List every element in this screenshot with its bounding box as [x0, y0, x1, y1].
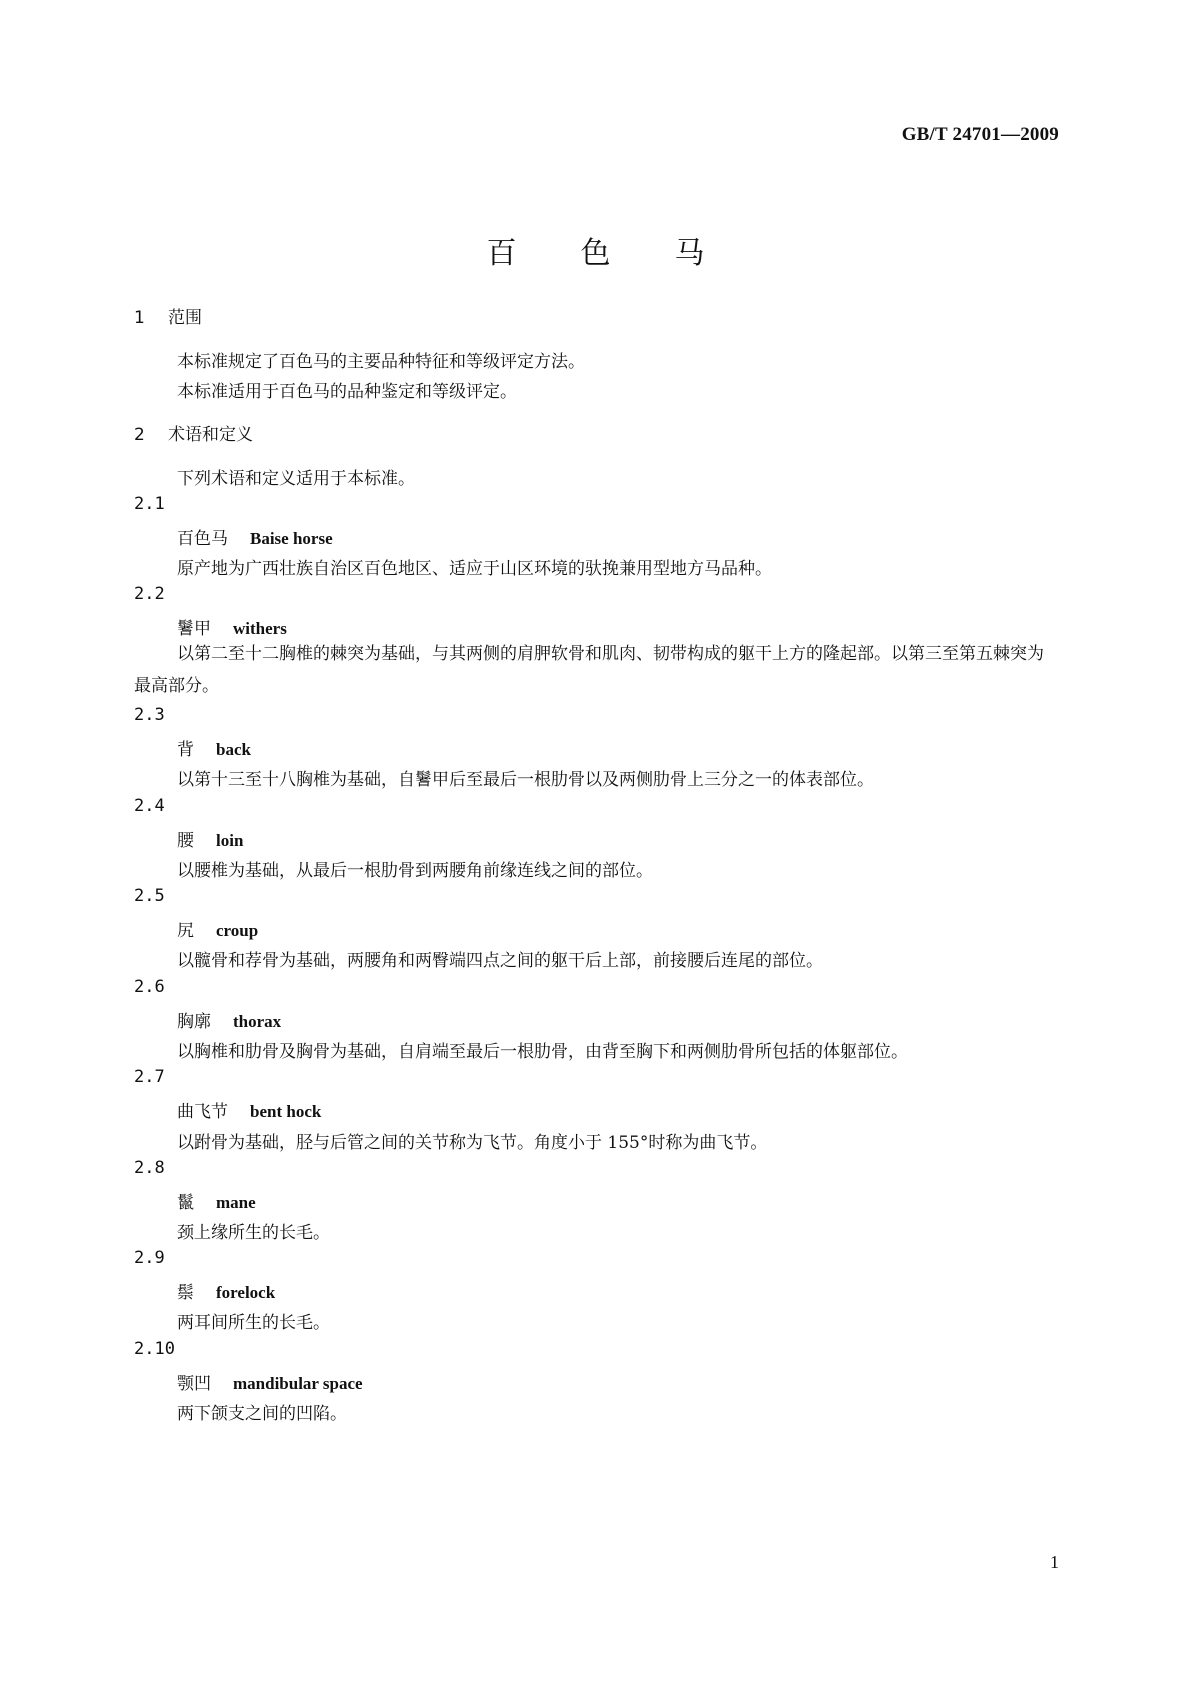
term-definition: 颈上缘所生的长毛。 — [177, 1223, 330, 1243]
clause-number: 2.10 — [134, 1339, 175, 1359]
clause-number: 2.8 — [134, 1158, 165, 1178]
clause-number: 2.4 — [134, 796, 165, 816]
term-zh: 尻 — [177, 921, 194, 941]
section-title: 范围 — [168, 308, 202, 328]
term-zh: 鬃 — [177, 1283, 194, 1303]
term-entry — [177, 614, 287, 639]
term-entry — [177, 1278, 275, 1303]
term-definition: 以胸椎和肋骨及胸骨为基础，自肩端至最后一根肋骨，由背至胸下和两侧肋骨所包括的体躯部位。 — [177, 1042, 908, 1062]
term-definition: 以第二至十二胸椎的棘突为基础，与其两侧的肩胛软骨和肌肉、韧带构成的躯干上方的隆起部。以第三至第五棘突为最高部分。 — [134, 644, 1044, 696]
term-en: loin — [216, 831, 244, 850]
term-zh: 曲飞节 — [177, 1102, 228, 1122]
term-en: withers — [233, 619, 287, 638]
term-entry — [177, 1188, 256, 1213]
standard-code: GB/T 24701—2009 — [901, 124, 1059, 145]
term-zh: 背 — [177, 740, 194, 760]
document-title: 百色马 — [486, 236, 769, 271]
term-en: Baise horse — [250, 529, 333, 548]
term-en: bent hock — [250, 1102, 322, 1121]
term-zh: 百色马 — [177, 529, 228, 549]
term-entry — [177, 916, 258, 941]
term-entry — [177, 1007, 281, 1032]
term-en: forelock — [216, 1283, 276, 1302]
clause-number: 2.9 — [134, 1248, 165, 1268]
term-zh: 胸廓 — [177, 1012, 211, 1032]
section-number: 1 — [134, 308, 145, 328]
clause-number: 2.1 — [134, 494, 165, 514]
clause-number: 2.3 — [134, 705, 165, 725]
term-entry — [177, 524, 333, 549]
term-zh: 鬐甲 — [177, 619, 211, 639]
term-entry — [177, 1369, 363, 1394]
section-1-heading — [134, 303, 202, 328]
section-2-heading — [134, 420, 253, 445]
term-en: croup — [216, 921, 259, 940]
term-en: mandibular space — [233, 1374, 363, 1393]
term-entry — [177, 826, 243, 851]
term-definition: 两下颌支之间的凹陷。 — [177, 1404, 347, 1424]
term-entry — [177, 735, 251, 760]
clause-number: 2.7 — [134, 1067, 165, 1087]
term-en: thorax — [233, 1012, 282, 1031]
clause-number: 2.6 — [134, 977, 165, 997]
term-definition: 原产地为广西壮族自治区百色地区、适应于山区环境的驮挽兼用型地方马品种。 — [177, 559, 772, 579]
section-number: 2 — [134, 425, 145, 445]
term-en: mane — [216, 1193, 256, 1212]
term-entry — [177, 1097, 321, 1122]
scope-paragraph-2: 本标准适用于百色马的品种鉴定和等级评定。 — [177, 382, 517, 402]
term-definition: 以腰椎为基础，从最后一根肋骨到两腰角前缘连线之间的部位。 — [177, 861, 653, 881]
term-zh: 腰 — [177, 831, 194, 851]
term-definition: 以第十三至十八胸椎为基础，自鬐甲后至最后一根肋骨以及两侧肋骨上三分之一的体表部位。 — [177, 770, 874, 790]
term-zh: 鬣 — [177, 1193, 194, 1213]
terms-intro: 下列术语和定义适用于本标准。 — [177, 469, 415, 489]
term-definition: 以髋骨和荐骨为基础，两腰角和两臀端四点之间的躯干后上部，前接腰后连尾的部位。 — [177, 951, 823, 971]
term-en: back — [216, 740, 251, 759]
section-title: 术语和定义 — [168, 425, 253, 445]
clause-number: 2.2 — [134, 584, 165, 604]
page-number: 1 — [1050, 1552, 1059, 1572]
term-zh: 颚凹 — [177, 1374, 211, 1394]
term-definition: 两耳间所生的长毛。 — [177, 1313, 330, 1333]
clause-number: 2.5 — [134, 886, 165, 906]
scope-paragraph-1: 本标准规定了百色马的主要品种特征和等级评定方法。 — [177, 352, 585, 372]
term-definition: 以跗骨为基础，胫与后管之间的关节称为飞节。角度小于 155°时称为曲飞节。 — [177, 1133, 768, 1153]
